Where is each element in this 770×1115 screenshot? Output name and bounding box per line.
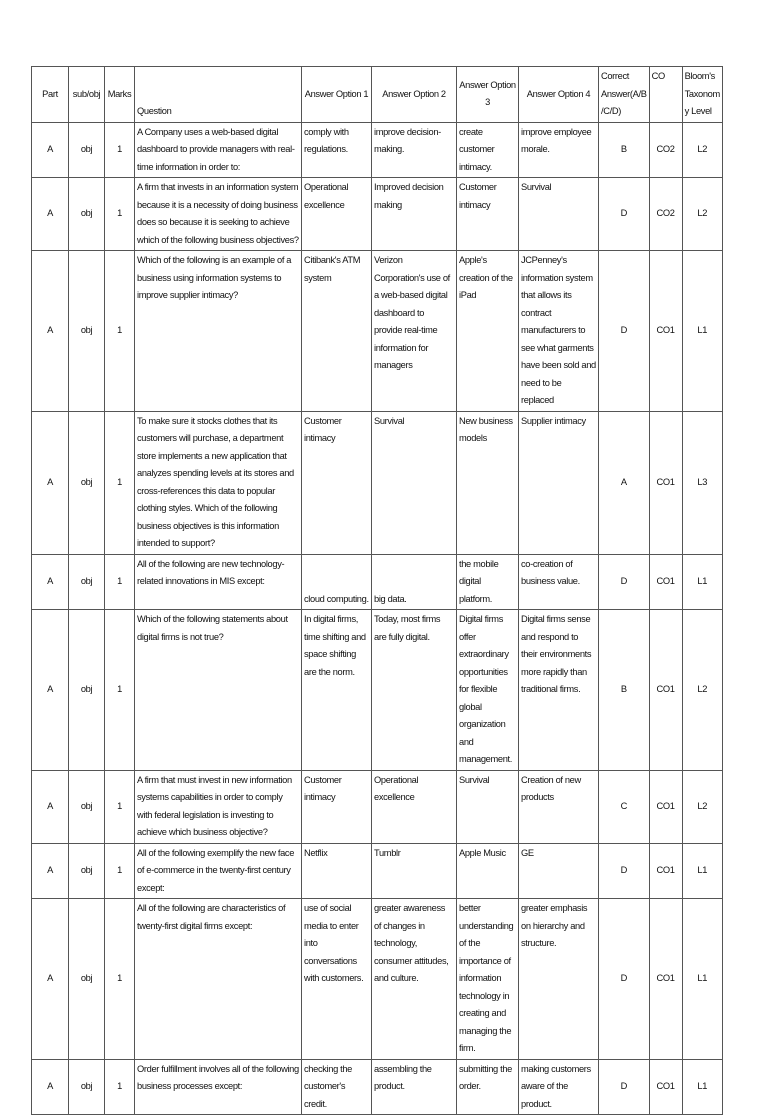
cell-subobj: obj [69, 899, 105, 1060]
cell-co: CO1 [649, 843, 682, 899]
cell-co: CO2 [649, 178, 682, 251]
cell-option-1: checking the customer's credit. [302, 1059, 372, 1115]
cell-question: Which of the following statements about digital firms is not true? [135, 610, 302, 771]
cell-marks: 1 [105, 122, 135, 178]
cell-option-2: Improved decision making [372, 178, 457, 251]
cell-subobj: obj [69, 411, 105, 554]
cell-subobj: obj [69, 251, 105, 412]
cell-option-2: improve decision-making. [372, 122, 457, 178]
cell-marks: 1 [105, 411, 135, 554]
cell-question: A Company uses a web-based digital dashboard to provide managers with real-time information in order to: [135, 122, 302, 178]
table-row [32, 610, 723, 771]
cell-part: A [32, 610, 69, 771]
cell-bloom-level: L1 [682, 251, 722, 412]
cell-option-4: making customers aware of the product. [519, 1059, 599, 1115]
cell-option-3: the mobile digital platform. [457, 554, 519, 610]
cell-bloom-level: L2 [682, 178, 722, 251]
cell-correct-answer: B [599, 122, 650, 178]
table-row [32, 843, 723, 899]
cell-option-4: GE [519, 843, 599, 899]
cell-option-3: better understanding of the importance of information technology in creating and managing the firm. [457, 899, 519, 1060]
cell-correct-answer: D [599, 251, 650, 412]
table-row [32, 251, 723, 412]
cell-part: A [32, 770, 69, 843]
header-option-2: Answer Option 2 [372, 67, 457, 123]
cell-option-2: Survival [372, 411, 457, 554]
cell-option-3: New business models [457, 411, 519, 554]
cell-option-1: Operational excellence [302, 178, 372, 251]
cell-option-4: Digital firms sense and respond to their environments more rapidly than traditional firms. [519, 610, 599, 771]
table-row [32, 899, 723, 1060]
cell-marks: 1 [105, 843, 135, 899]
cell-marks: 1 [105, 770, 135, 843]
cell-option-1: Customer intimacy [302, 411, 372, 554]
cell-option-4: Creation of new products [519, 770, 599, 843]
header-option-1: Answer Option 1 [302, 67, 372, 123]
cell-correct-answer: B [599, 610, 650, 771]
cell-option-3: Survival [457, 770, 519, 843]
cell-co: CO1 [649, 610, 682, 771]
cell-correct-answer: A [599, 411, 650, 554]
cell-correct-answer: D [599, 1059, 650, 1115]
cell-marks: 1 [105, 899, 135, 1060]
cell-option-2: Tumblr [372, 843, 457, 899]
header-question: Question [135, 67, 302, 123]
cell-bloom-level: L2 [682, 610, 722, 771]
cell-bloom-level: L2 [682, 122, 722, 178]
cell-option-2: Today, most firms are fully digital. [372, 610, 457, 771]
cell-subobj: obj [69, 178, 105, 251]
cell-correct-answer: D [599, 843, 650, 899]
cell-bloom-level: L2 [682, 770, 722, 843]
cell-correct-answer: D [599, 178, 650, 251]
cell-question: Which of the following is an example of a business using information systems to improve supplier intimacy? [135, 251, 302, 412]
cell-option-4: greater emphasis on hierarchy and structure. [519, 899, 599, 1060]
cell-part: A [32, 178, 69, 251]
table-row [32, 770, 723, 843]
table-row [32, 554, 723, 610]
cell-co: CO1 [649, 554, 682, 610]
cell-part: A [32, 411, 69, 554]
cell-marks: 1 [105, 251, 135, 412]
cell-co: CO1 [649, 251, 682, 412]
table-row [32, 122, 723, 178]
cell-subobj: obj [69, 1059, 105, 1115]
cell-option-1: Netflix [302, 843, 372, 899]
cell-option-4: Supplier intimacy [519, 411, 599, 554]
cell-bloom-level: L1 [682, 554, 722, 610]
cell-marks: 1 [105, 610, 135, 771]
cell-option-2: Verizon Corporation's use of a web-based digital dashboard to provide real-time information for managers [372, 251, 457, 412]
cell-option-1: In digital firms, time shifting and space shifting are the norm. [302, 610, 372, 771]
cell-bloom-level: L1 [682, 1059, 722, 1115]
cell-option-1: cloud computing. [302, 554, 372, 610]
header-bloom-level: Bloom's Taxonom y Level [682, 67, 722, 123]
cell-option-4: Survival [519, 178, 599, 251]
cell-option-3: submitting the order. [457, 1059, 519, 1115]
cell-subobj: obj [69, 770, 105, 843]
cell-question: A firm that invests in an information system because it is a necessity of doing business does so because it is seeking to achieve which of the following business objectives? [135, 178, 302, 251]
cell-option-3: Customer intimacy [457, 178, 519, 251]
header-option-3: Answer Option 3 [457, 67, 519, 123]
cell-subobj: obj [69, 843, 105, 899]
header-row [32, 67, 723, 123]
header-subobj: sub/obj [69, 67, 105, 123]
cell-part: A [32, 1059, 69, 1115]
cell-question: All of the following are characteristics of twenty-first digital firms except: [135, 899, 302, 1060]
cell-option-3: Digital firms offer extraordinary opportunities for flexible global organization and management. [457, 610, 519, 771]
cell-question: All of the following are new technology-related innovations in MIS except: [135, 554, 302, 610]
cell-correct-answer: C [599, 770, 650, 843]
cell-option-4: JCPenney's information system that allows its contract manufacturers to see what garments have been sold and need to be replaced [519, 251, 599, 412]
header-co: CO [649, 67, 682, 123]
cell-correct-answer: D [599, 554, 650, 610]
cell-part: A [32, 554, 69, 610]
cell-question: To make sure it stocks clothes that its customers will purchase, a department store implements a new application that analyzes spending levels at its stores and cross-references this data to popular clothing styles. Which of the following business objectives is this information intended to support? [135, 411, 302, 554]
cell-bloom-level: L1 [682, 843, 722, 899]
cell-option-2: Operational excellence [372, 770, 457, 843]
cell-co: CO1 [649, 411, 682, 554]
table-row [32, 178, 723, 251]
table-row [32, 411, 723, 554]
cell-co: CO2 [649, 122, 682, 178]
header-part: Part [32, 67, 69, 123]
cell-part: A [32, 122, 69, 178]
header-marks: Marks [105, 67, 135, 123]
cell-subobj: obj [69, 610, 105, 771]
cell-option-1: comply with regulations. [302, 122, 372, 178]
question-table [31, 66, 723, 1115]
header-correct-answer: Correct Answer(A/B /C/D) [599, 67, 650, 123]
cell-question: Order fulfillment involves all of the following business processes except: [135, 1059, 302, 1115]
cell-bloom-level: L1 [682, 899, 722, 1060]
cell-option-1: Citibank's ATM system [302, 251, 372, 412]
cell-subobj: obj [69, 554, 105, 610]
cell-co: CO1 [649, 770, 682, 843]
cell-option-3: Apple Music [457, 843, 519, 899]
cell-subobj: obj [69, 122, 105, 178]
cell-option-3: create customer intimacy. [457, 122, 519, 178]
cell-marks: 1 [105, 554, 135, 610]
cell-option-2: big data. [372, 554, 457, 610]
cell-co: CO1 [649, 1059, 682, 1115]
cell-bloom-level: L3 [682, 411, 722, 554]
cell-option-4: improve employee morale. [519, 122, 599, 178]
cell-marks: 1 [105, 1059, 135, 1115]
header-option-4: Answer Option 4 [519, 67, 599, 123]
table-row [32, 1059, 723, 1115]
cell-marks: 1 [105, 178, 135, 251]
cell-part: A [32, 899, 69, 1060]
cell-question: A firm that must invest in new information systems capabilities in order to comply with federal legislation is investing to achieve which business objective? [135, 770, 302, 843]
cell-part: A [32, 843, 69, 899]
cell-option-4: co-creation of business value. [519, 554, 599, 610]
cell-option-1: use of social media to enter into conversations with customers. [302, 899, 372, 1060]
cell-co: CO1 [649, 899, 682, 1060]
cell-option-2: assembling the product. [372, 1059, 457, 1115]
cell-option-1: Customer intimacy [302, 770, 372, 843]
cell-option-3: Apple's creation of the iPad [457, 251, 519, 412]
cell-question: All of the following exemplify the new face of e-commerce in the twenty-first century except: [135, 843, 302, 899]
cell-correct-answer: D [599, 899, 650, 1060]
cell-part: A [32, 251, 69, 412]
cell-option-2: greater awareness of changes in technology, consumer attitudes, and culture. [372, 899, 457, 1060]
